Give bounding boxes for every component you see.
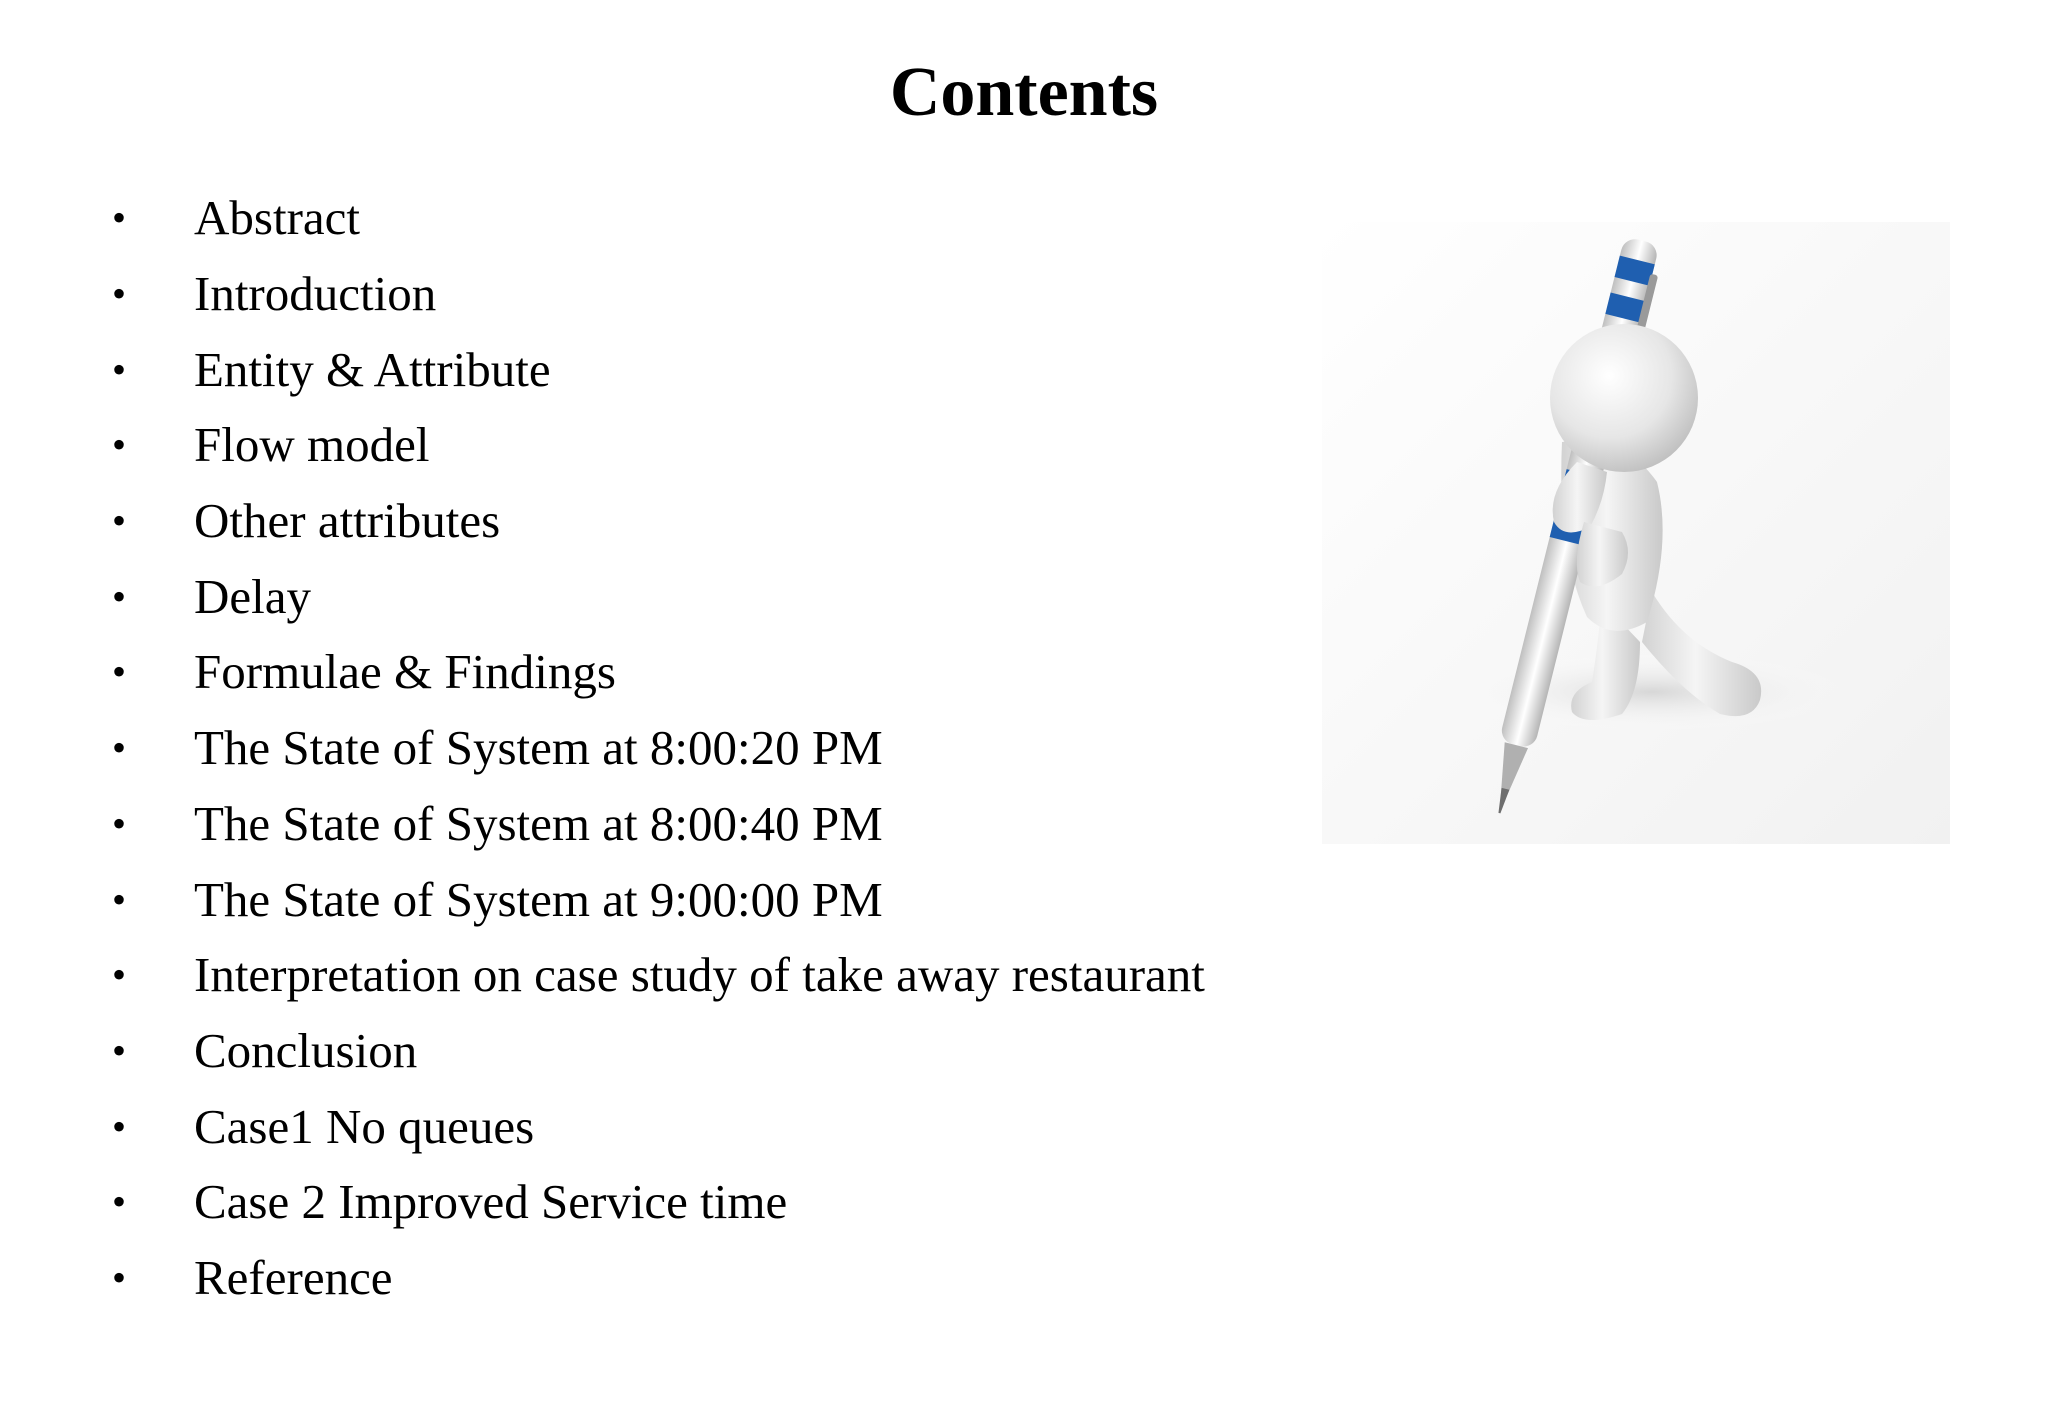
bullet-icon: • [112, 498, 127, 544]
bullet-icon: • [112, 1254, 127, 1300]
list-item [108, 634, 1205, 710]
list-item-label: Case 2 Improved Service time [194, 1174, 788, 1230]
list-item-label: The State of System at 8:00:40 PM [194, 795, 883, 851]
bullet-icon: • [112, 422, 127, 468]
list-item-label: Flow model [194, 417, 430, 473]
list-item [108, 180, 1205, 256]
bullet-icon: • [112, 1179, 127, 1225]
bullet-icon: • [112, 1027, 127, 1073]
bullet-icon: • [112, 952, 127, 998]
list-item [108, 1240, 1205, 1316]
list-item-label: The State of System at 8:00:20 PM [194, 720, 883, 776]
list-item-label: Reference [194, 1249, 393, 1305]
bullet-icon: • [112, 876, 127, 922]
contents-list [108, 180, 1205, 1315]
figure-with-pen-icon [1322, 222, 1950, 844]
list-item [108, 937, 1205, 1013]
bullet-icon: • [112, 271, 127, 317]
list-item [108, 407, 1205, 483]
bullet-icon: • [112, 195, 127, 241]
list-item-label: Case1 No queues [194, 1098, 535, 1154]
list-item [108, 331, 1205, 407]
list-item-label: Conclusion [194, 1022, 418, 1078]
list-item-label: Introduction [194, 266, 437, 322]
list-item-label: Entity & Attribute [194, 341, 551, 397]
list-item [108, 1088, 1205, 1164]
bullet-icon: • [112, 1103, 127, 1149]
bullet-icon: • [112, 346, 127, 392]
list-item [108, 710, 1205, 786]
head [1550, 324, 1698, 472]
list-item [108, 256, 1205, 332]
bullet-icon: • [112, 649, 127, 695]
bullet-icon: • [112, 573, 127, 619]
list-item-label: Abstract [194, 190, 360, 246]
list-item [108, 786, 1205, 862]
list-item [108, 1164, 1205, 1240]
list-item [108, 861, 1205, 937]
list-item-label: Delay [194, 568, 311, 624]
bullet-icon: • [112, 725, 127, 771]
list-item-label: Formulae & Findings [194, 644, 616, 700]
list-item-label: Interpretation on case study of take away restaurant [194, 947, 1205, 1003]
list-item [108, 483, 1205, 559]
page-title: Contents [889, 54, 1159, 131]
list-item [108, 558, 1205, 634]
list-item-label: Other attributes [194, 493, 501, 549]
list-item-label: The State of System at 9:00:00 PM [194, 871, 883, 927]
list-item [108, 1013, 1205, 1089]
bullet-icon: • [112, 800, 127, 846]
